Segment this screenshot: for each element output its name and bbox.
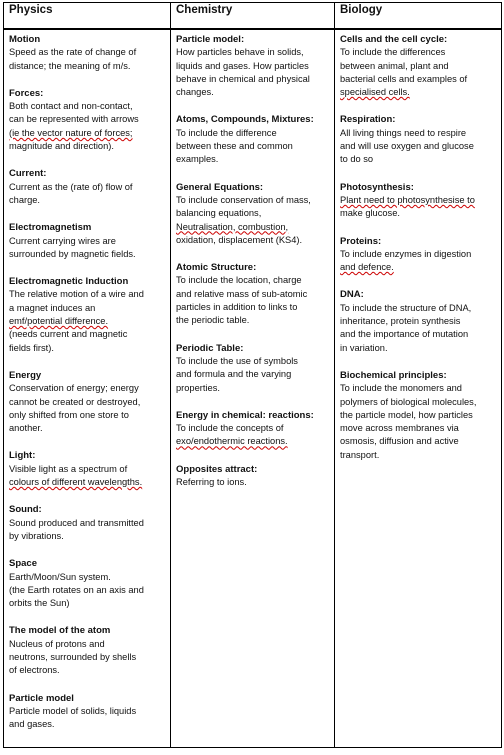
header-row — [4, 3, 502, 30]
topic-entry-energy — [9, 369, 166, 435]
topic-description-line: colours of different wavelengths. — [9, 477, 143, 488]
topic-entry-particle-model — [9, 692, 166, 732]
topic-description-line: make glucose. — [340, 208, 400, 219]
topic-title: Biochemical principles: — [340, 369, 447, 381]
topic-description-line: emf/potential difference. — [9, 316, 109, 327]
topic-description-line: changes. — [176, 87, 214, 98]
topic-entry-biochemical-principles — [340, 369, 497, 462]
topic-description-line: properties. — [176, 382, 220, 393]
topic-description-line: another. — [9, 423, 43, 434]
topic-description-line: To include the monomers and — [340, 383, 462, 394]
topic-title: Electromagnetism — [9, 222, 92, 234]
topic-title: DNA: — [340, 289, 364, 301]
topic-entry-general-equations — [176, 181, 330, 247]
topic-description-line: neutrons, surrounded by shells — [9, 651, 137, 662]
topic-description-line: can be represented with arrows — [9, 114, 139, 125]
topic-entry-photosynthesis — [340, 181, 497, 221]
topic-description-line: Speed as the rate of change of — [9, 47, 137, 58]
topic-description-line: Current carrying wires are — [9, 235, 116, 246]
topic-description-line: To include the differences — [340, 47, 446, 58]
topic-description-line: surrounded by magnetic fields. — [9, 248, 136, 259]
topic-title: Forces: — [9, 87, 44, 99]
topic-entry-energy-in-chemical-reactions — [176, 409, 330, 449]
topic-description-line: transport. — [340, 449, 380, 460]
topic-title: Particle model: — [176, 34, 245, 45]
physics-column — [4, 29, 171, 748]
topic-description-line: magnitude and direction). — [9, 141, 114, 152]
topic-description-line: Earth/Moon/Sun system. — [9, 571, 111, 582]
topic-description-line: (ie the vector nature of forces; — [9, 127, 133, 138]
topic-description-line: the particle model, how particles — [340, 409, 473, 420]
topic-title: The model of the atom — [9, 625, 111, 637]
content-row — [4, 29, 502, 748]
topic-entry-particle-model — [176, 33, 330, 99]
topic-description-line: and defence. — [340, 262, 394, 273]
topic-description-line: All living things need to respire — [340, 127, 467, 138]
topic-description-line: To include the difference — [176, 127, 277, 138]
topic-title: Electromagnetic Induction — [9, 276, 129, 288]
topic-title: Periodic Table: — [176, 342, 244, 354]
topic-title: Motion — [9, 34, 41, 45]
topic-entry-periodic-table — [176, 342, 330, 395]
topic-title: Light: — [9, 450, 36, 462]
topic-description-line: and the importance of mutation — [340, 329, 469, 340]
topic-title: Atomic Structure: — [176, 262, 257, 274]
topic-title: Proteins: — [340, 235, 382, 247]
topic-description-line: balancing equations, — [176, 208, 262, 219]
topic-entry-proteins — [340, 235, 497, 275]
topic-description-line: between animal, plant and — [340, 60, 449, 71]
topic-description-line: and will use oxygen and glucose — [340, 141, 474, 152]
topic-description-line: specialised cells. — [340, 87, 410, 98]
topic-description-line: examples. — [176, 154, 219, 165]
chemistry-column — [171, 29, 335, 748]
science-topics-document — [3, 2, 501, 751]
topic-description-line: Visible light as a spectrum of — [9, 463, 128, 474]
topic-description-line: to do so — [340, 154, 374, 165]
topic-description-line: the periodic table. — [176, 315, 250, 326]
topic-description-line: Conservation of energy; energy — [9, 383, 139, 394]
topic-description-line: liquids and gases. How particles — [176, 60, 309, 71]
topic-entry-respiration — [340, 113, 497, 166]
topic-description-line: cannot be created or destroyed, — [9, 396, 141, 407]
topic-description-line: particles in addition to links to — [176, 302, 298, 313]
topic-description-line: polymers of biological molecules, — [340, 396, 477, 407]
topic-description-line: and relative mass of sub-atomic — [176, 288, 308, 299]
topic-description-line: Nucleus of protons and — [9, 638, 105, 649]
topic-title: General Equations: — [176, 181, 264, 193]
topic-entry-current — [9, 167, 166, 207]
chemistry-header: Chemistry — [171, 3, 335, 30]
topic-description-line: Sound produced and transmitted — [9, 517, 144, 528]
topic-description-line: Particle model of solids, liquids — [9, 705, 137, 716]
topic-entry-opposites-attract — [176, 463, 330, 490]
topic-description-line: bacterial cells and examples of — [340, 73, 468, 84]
topic-description-line: Plant need to photosynthesise to — [340, 194, 475, 205]
topic-description-line: To include the location, charge — [176, 275, 302, 286]
topic-description-line: and gases. — [9, 719, 55, 730]
topic-title: Space — [9, 558, 37, 570]
physics-header: Physics — [4, 3, 171, 30]
biology-header: Biology — [335, 3, 502, 30]
topic-description-line: exo/endothermic reactions. — [176, 436, 288, 447]
topic-description-line: To include conservation of mass, — [176, 194, 311, 205]
topic-entry-forces — [9, 87, 166, 153]
topic-description-line: in variation. — [340, 342, 388, 353]
topic-description-line: inheritance, protein synthesis — [340, 316, 461, 327]
topic-entry-electromagnetic-induction — [9, 275, 166, 355]
topic-entry-cells-and-the-cell-cycle — [340, 33, 497, 99]
topic-entry-dna — [340, 288, 497, 354]
topic-title: Photosynthesis: — [340, 181, 414, 193]
topic-entry-the-model-of-the-atom — [9, 624, 166, 677]
topic-description-line: behave in chemical and physical — [176, 73, 310, 84]
topic-description-line: osmosis, diffusion and active — [340, 436, 459, 447]
topic-title: Energy — [9, 369, 42, 381]
topic-title: Particle model — [9, 692, 74, 704]
topic-entry-light — [9, 449, 166, 489]
topic-description-line: orbits the Sun) — [9, 598, 70, 609]
topic-description-line: distance; the meaning of m/s. — [9, 60, 131, 71]
topic-description-line: To include the concepts of — [176, 423, 284, 434]
topic-description-line: Referring to ions. — [176, 477, 247, 488]
topic-description-line: move across membranes via — [340, 423, 459, 434]
topic-title: Energy in chemical: reactions: — [176, 409, 314, 421]
topic-description-line: The relative motion of a wire and — [9, 289, 144, 300]
topic-description-line: charge. — [9, 194, 41, 205]
topic-description-line: by vibrations. — [9, 530, 64, 541]
topic-description-line: and formula and the varying — [176, 369, 292, 380]
topic-description-line: (needs current and magnetic — [9, 329, 128, 340]
topic-entry-motion — [9, 33, 166, 73]
topic-description-line: between these and common — [176, 141, 293, 152]
topic-title: Opposites attract: — [176, 463, 258, 475]
topic-description-line: To include enzymes in digestion — [340, 248, 472, 259]
topic-title: Sound: — [9, 504, 42, 516]
topic-entry-atoms-compounds-mixtures — [176, 113, 330, 166]
topic-title: Cells and the cell cycle: — [340, 34, 448, 45]
topic-entry-sound — [9, 503, 166, 543]
topic-entry-electromagnetism — [9, 221, 166, 261]
topic-description-line: To include the use of symbols — [176, 355, 298, 366]
topic-description-line: a magnet induces an — [9, 302, 96, 313]
topic-description-line: Both contact and non-contact, — [9, 101, 133, 112]
topic-title: Respiration: — [340, 114, 396, 126]
topic-description-line: of electrons. — [9, 665, 60, 676]
topic-entry-atomic-structure — [176, 261, 330, 327]
topic-title: Atoms, Compounds, Mixtures: — [176, 114, 314, 126]
topic-entry-space — [9, 557, 166, 610]
topic-description-line: only shifted from one store to — [9, 409, 129, 420]
topic-description-line: Current as the (rate of) flow of — [9, 181, 133, 192]
topic-description-line: oxidation, displacement (KS4). — [176, 234, 303, 245]
biology-column — [335, 29, 502, 748]
topic-description-line: To include the structure of DNA, — [340, 302, 472, 313]
topic-description-line: (the Earth rotates on an axis and — [9, 584, 144, 595]
topic-description-line: Neutralisation, combustion, — [176, 221, 289, 232]
topic-description-line: How particles behave in solids, — [176, 47, 304, 58]
topic-title: Current: — [9, 168, 47, 180]
topics-table — [3, 2, 502, 748]
topic-description-line: fields first). — [9, 342, 54, 353]
